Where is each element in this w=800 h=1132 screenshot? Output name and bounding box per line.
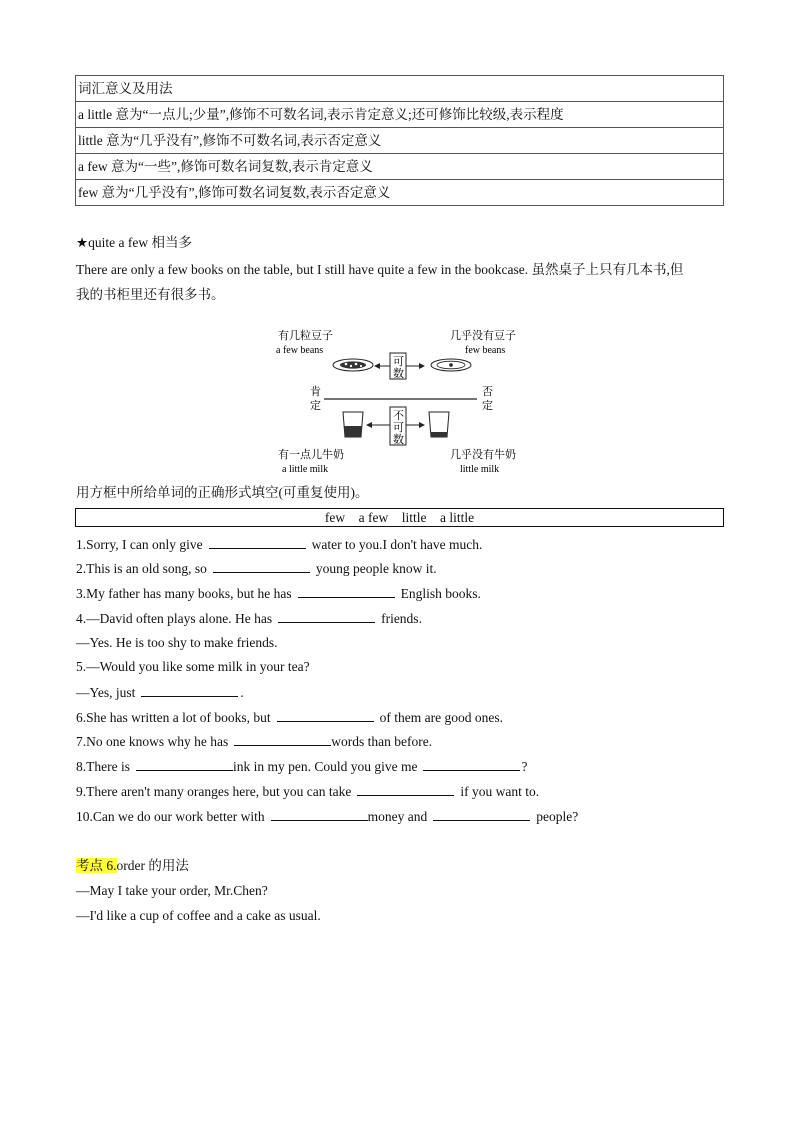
positive-char-2: 定 xyxy=(310,400,321,412)
answer-blank[interactable] xyxy=(213,558,310,573)
word-box-text: few a few little a little xyxy=(324,510,475,525)
question-6: 6.She has written a lot of books, but of them are good ones. xyxy=(76,707,503,728)
question-2: 2.This is an old song, so young people know it. xyxy=(76,558,437,579)
question-3: 3.My father has many books, but he has English books. xyxy=(76,583,481,604)
answer-blank[interactable] xyxy=(234,731,331,746)
example-sentence-line1: There are only a few books on the table, but I still have quite a few in the bookcase. 虽然桌子上只有几本书,但 xyxy=(76,262,684,277)
table-row: few 意为“几乎没有”,修饰可数名词复数,表示否定意义 xyxy=(76,180,724,206)
answer-blank[interactable] xyxy=(277,707,374,722)
negative-char-2: 定 xyxy=(482,400,493,412)
uncountable-char-2: 可 xyxy=(393,422,404,434)
glass-nearly-empty-icon xyxy=(429,412,449,437)
quantifier-diagram xyxy=(270,325,530,477)
order-section-title: order 的用法 xyxy=(116,858,189,873)
answer-blank[interactable] xyxy=(423,756,520,771)
negative-char-1: 否 xyxy=(482,386,493,398)
uncountable-char-1: 不 xyxy=(393,410,404,422)
table-row: little 意为“几乎没有”,修饰不可数名词,表示否定意义 xyxy=(76,128,724,154)
bottom-right-cn: 几乎没有牛奶 xyxy=(450,449,516,461)
example-sentence-line2: 我的书柜里还有很多书。 xyxy=(76,287,225,302)
answer-blank[interactable] xyxy=(298,583,395,598)
question-7: 7.No one knows why he has words than before. xyxy=(76,731,432,752)
table-row: 词汇意义及用法 xyxy=(76,76,724,102)
question-4-reply: —Yes. He is too shy to make friends. xyxy=(76,635,278,650)
positive-char-1: 肯 xyxy=(310,386,321,398)
order-dialogue-1: —May I take your order, Mr.Chen? xyxy=(76,883,268,898)
bottom-left-en: a little milk xyxy=(282,464,329,475)
answer-blank[interactable] xyxy=(357,781,454,796)
answer-blank[interactable] xyxy=(433,806,530,821)
word-box xyxy=(75,508,724,527)
countable-char-2: 数 xyxy=(393,368,404,380)
table-row: a few 意为“一些”,修饰可数名词复数,表示肯定意义 xyxy=(76,154,724,180)
order-dialogue-2: —I'd like a cup of coffee and a cake as usual. xyxy=(76,908,321,923)
answer-blank[interactable] xyxy=(271,806,368,821)
answer-blank[interactable] xyxy=(136,756,233,771)
exercise-instruction: 用方框中所给单词的正确形式填空(可重复使用)。 xyxy=(76,485,369,500)
countable-char-1: 可 xyxy=(393,356,404,368)
table-row: a little 意为“一点儿;少量”,修饰不可数名词,表示肯定意义;还可修饰比较级,表示程度 xyxy=(76,102,724,128)
answer-blank[interactable] xyxy=(278,608,375,623)
answer-blank[interactable] xyxy=(209,534,306,549)
usage-table xyxy=(75,75,724,206)
top-right-en: few beans xyxy=(465,345,506,356)
question-5: 5.—Would you like some milk in your tea? xyxy=(76,659,310,674)
top-left-cn: 有几粒豆子 xyxy=(278,330,333,342)
question-1: 1.Sorry, I can only give water to you.I don't have much. xyxy=(76,534,482,555)
top-left-en: a few beans xyxy=(276,345,324,356)
exam-point-tag: 考点 6. xyxy=(76,858,117,873)
top-right-cn: 几乎没有豆子 xyxy=(450,330,516,342)
glass-with-milk-icon xyxy=(343,412,363,437)
uncountable-char-3: 数 xyxy=(393,434,404,446)
question-9: 9.There aren't many oranges here, but you can take if you want to. xyxy=(76,781,539,802)
order-section-heading xyxy=(76,856,189,876)
bottom-right-en: little milk xyxy=(460,464,500,475)
question-4: 4.—David often plays alone. He has friends. xyxy=(76,608,422,629)
quite-a-few-heading: ★quite a few 相当多 xyxy=(76,235,192,250)
answer-blank[interactable] xyxy=(141,682,238,697)
plate-with-beans-icon xyxy=(333,359,373,371)
question-5-reply: —Yes, just . xyxy=(76,682,244,703)
bottom-left-cn: 有一点儿牛奶 xyxy=(278,449,344,461)
question-10: 10.Can we do our work better with money and people? xyxy=(76,806,578,827)
question-8: 8.There is ink in my pen. Could you give me ? xyxy=(76,756,527,777)
plate-with-one-bean-icon xyxy=(431,359,471,371)
